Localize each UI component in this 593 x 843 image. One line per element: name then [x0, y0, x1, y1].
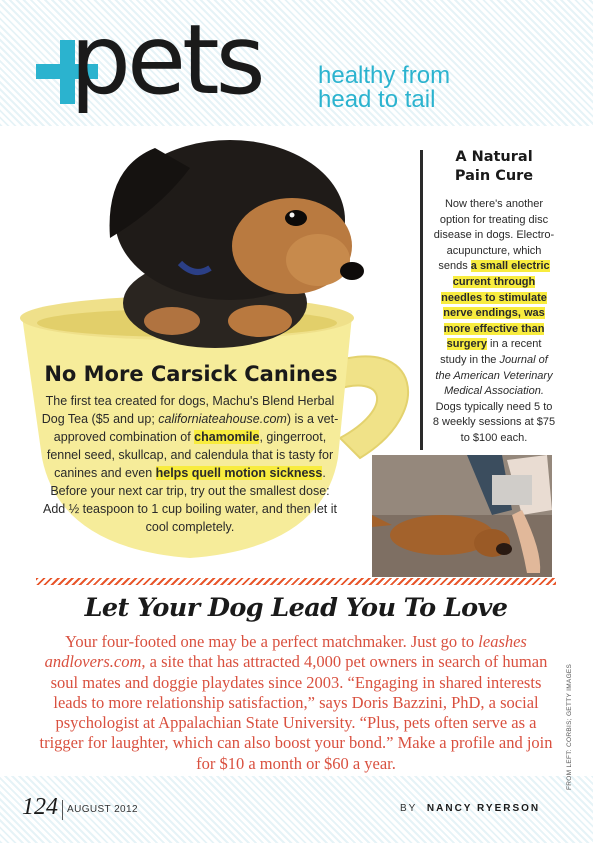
- body-text: ) is a vet-approved combination of: [53, 412, 339, 444]
- highlight: helps quell motion sickness: [155, 466, 323, 480]
- journal-name: Journal of the American Veterinary Medical Association.: [435, 353, 553, 398]
- sidebar-text: Now there's another option for treating disc disease in dogs. Electro-acupuncture, which sends: [433, 198, 555, 273]
- body-text: , gingerroot, fennel seed, skullcap, and calendula that is tasty for canines and even: [46, 430, 334, 480]
- byline-label: BY: [400, 803, 418, 814]
- section-tagline: [318, 64, 450, 112]
- woman-with-dog-photo: [372, 455, 552, 577]
- sidebar-text: Dogs typically need 5 to 8 weekly sessions at $75 to $100 each.: [432, 400, 556, 444]
- sidebar-title-line-2: Pain Cure: [454, 168, 534, 184]
- sidebar-body: [432, 197, 556, 447]
- issue-date: AUGUST 2012: [67, 804, 138, 815]
- body-text: . Before your next car trip, try out the smallest dose: Add ½ teaspoon to 1 cup boiling water, and then let it cool completely.: [43, 466, 337, 534]
- page-number: 124: [22, 794, 58, 820]
- article-title: Let Your Dog Lead You To Love: [84, 593, 508, 623]
- tagline-line-2: head to tail: [318, 86, 436, 113]
- highlight: a small electric current through needles to stimulate nerve endings, was more effective than surgery: [441, 260, 550, 351]
- tagline-line-1: healthy from: [318, 62, 451, 89]
- body-text: , a site that has attracted 4,000 pet owners in search of human soul mates and doggie playdates since 2003. “Engaging in shared interests leads to more relationship satisfaction,” says Doris Bazzini, PhD, a social psychologist at Appalachian State University. “Plus, pets often serve as a trigger for laughter, which can also boost your bond.” Make a profile and join for $10 a month or $60 a year.: [39, 652, 553, 773]
- section-title: pets: [70, 4, 262, 116]
- body-text: Your four-footed one may be a perfect matchmaker. Just go to: [65, 632, 479, 651]
- author-name: NANCY RYERSON: [426, 803, 541, 814]
- photo-credit: FROM LEFT: CORBIS; GETTY IMAGES: [566, 663, 573, 790]
- byline: [400, 803, 540, 814]
- footer-rule: [62, 800, 63, 820]
- sidebar-title-line-1: A Natural: [455, 149, 533, 165]
- article-body: [40, 392, 340, 536]
- sidebar-rule: [420, 150, 423, 450]
- website-url: leashes andlovers.com: [44, 632, 527, 672]
- sidebar-title: [432, 148, 556, 186]
- article-body: [34, 632, 558, 774]
- sidebar-text: in a recent study in the: [440, 338, 542, 366]
- product-url: californiateahouse.com: [158, 412, 287, 426]
- highlight: chamomile: [194, 430, 260, 444]
- body-text: The first tea created for dogs, Machu's Blend Herbal Dog Tea ($5 and up;: [41, 394, 335, 426]
- article-title: No More Carsick Canines: [44, 362, 338, 386]
- section-divider: [36, 578, 556, 585]
